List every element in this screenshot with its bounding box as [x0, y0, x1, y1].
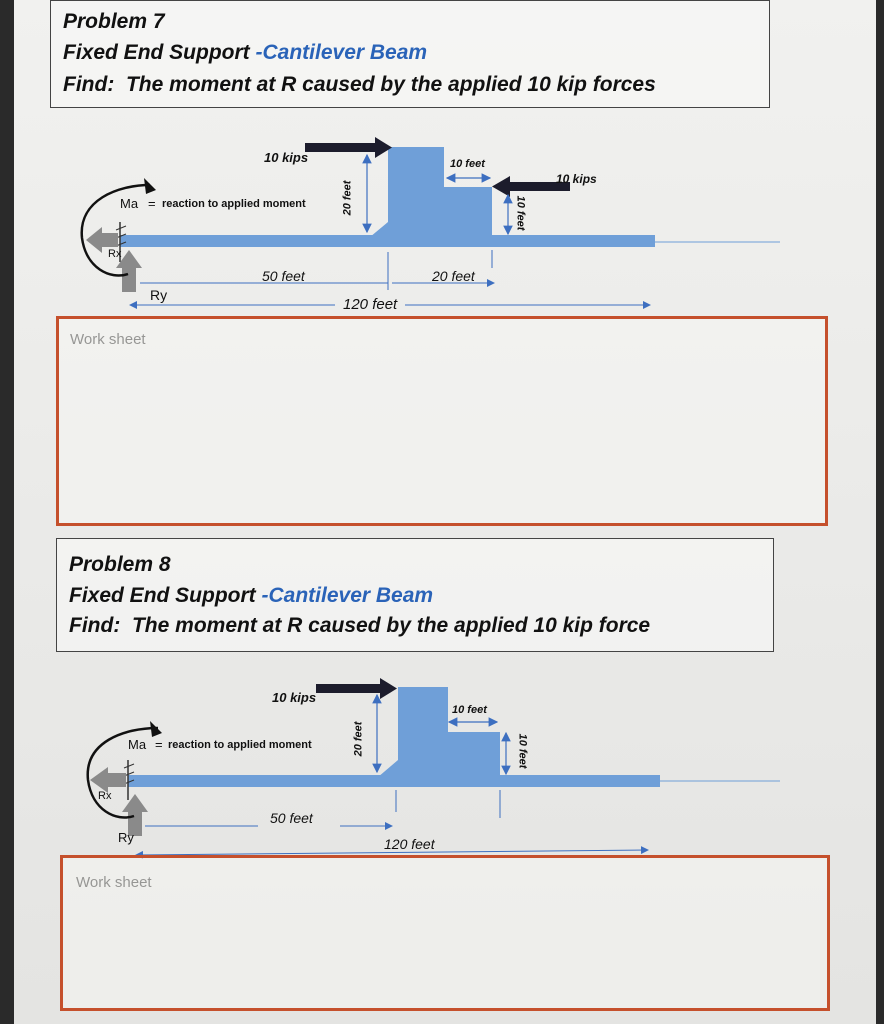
p7-ma-equals: = [148, 196, 156, 211]
p7-ry-label: Ry [150, 287, 168, 303]
p7-force-right-label: 10 kips [556, 172, 597, 186]
tall-block [378, 687, 500, 777]
p8-ma-equals: = [155, 737, 163, 752]
moment-arc [88, 728, 158, 818]
p7-dim-10-horizontal: 10 feet [450, 158, 485, 170]
p7-dim-20-horizontal: 20 feet [432, 268, 475, 284]
p8-ma-text: reaction to applied moment [168, 739, 312, 751]
p7-dim-10-vertical: 10 feet [514, 195, 527, 231]
p8-dim-50: 50 feet [270, 810, 313, 826]
p8-ry-label: Ry [118, 830, 134, 845]
problem-8-title: Problem 8 [69, 553, 171, 576]
p8-force-top-label: 10 kips [272, 690, 317, 705]
p8-rx-label: Rx [98, 790, 112, 802]
p8-dim-10-vertical: 10 feet [516, 733, 529, 769]
p7-dim-20-vertical: 20 feet [341, 180, 354, 216]
p8-dim-10-horizontal: 10 feet [452, 704, 487, 716]
problem-7-title: Problem 7 [63, 10, 165, 33]
p8-worksheet-box[interactable] [60, 855, 830, 1011]
p7-rx-label: Rx [108, 248, 122, 260]
p7-dim-50: 50 feet [262, 268, 305, 284]
problem-7-find-line: Find: The moment at R caused by the applied 10 kip forces [63, 73, 656, 96]
p7-force-top-label: 10 kips [264, 150, 309, 165]
p8-dim-120: 120 feet [384, 836, 435, 852]
problem-7-support-line: Fixed End Support -Cantilever Beam [63, 41, 428, 64]
problem-8-find-line: Find: The moment at R caused by the applied 10 kip force [69, 614, 651, 637]
p7-dim-120: 120 feet [343, 296, 398, 313]
p8-dim-20-vertical: 20 feet [352, 721, 365, 757]
force-arrow-top [316, 678, 397, 699]
p7-ma-label: Ma [120, 196, 139, 211]
moment-arc-head [150, 721, 162, 737]
problem-8-support-line: Fixed End Support -Cantilever Beam [69, 584, 434, 607]
p7-ma-text: reaction to applied moment [162, 198, 306, 210]
p8-ma-label: Ma [128, 737, 147, 752]
